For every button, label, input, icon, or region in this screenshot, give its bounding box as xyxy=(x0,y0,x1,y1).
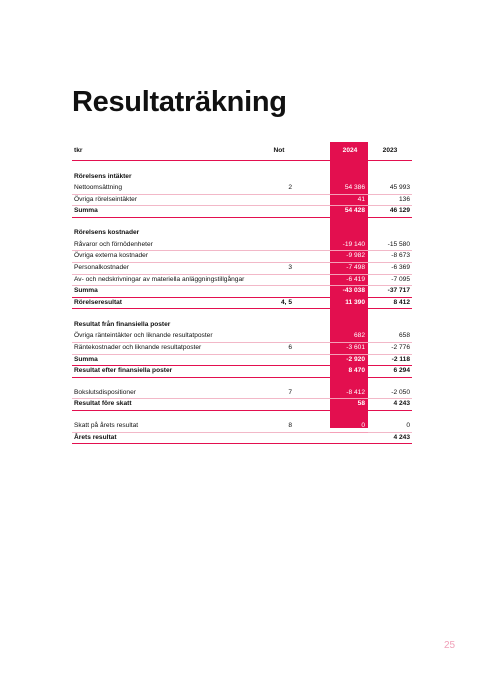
row-value-2024: -7 498 xyxy=(330,262,368,274)
table-row xyxy=(72,388,412,399)
row-note xyxy=(252,240,292,251)
row-value-2024: 54 428 xyxy=(330,206,368,218)
table-row xyxy=(72,421,412,432)
row-gap xyxy=(292,342,330,354)
spacer-cell xyxy=(330,161,368,172)
spacer-row xyxy=(72,309,412,320)
row-note: 3 xyxy=(252,262,292,274)
empty-cell xyxy=(368,171,412,183)
row-value-2024: 41 xyxy=(330,194,368,206)
row-value-2023: -37 717 xyxy=(368,286,412,298)
row-label: Summa xyxy=(72,354,252,366)
section-heading-row xyxy=(72,319,412,331)
row-value-2024: 11 390 xyxy=(330,297,368,309)
row-gap xyxy=(292,194,330,206)
section-heading-row xyxy=(72,228,412,240)
empty-cell xyxy=(368,319,412,331)
empty-cell xyxy=(368,228,412,240)
row-gap xyxy=(292,206,330,218)
row-note: 8 xyxy=(252,421,292,432)
row-value-2024: -2 920 xyxy=(330,354,368,366)
row-label: Övriga rörelseintäkter xyxy=(72,194,252,206)
row-note xyxy=(252,432,292,444)
row-value-2024: -3 601 xyxy=(330,342,368,354)
row-gap xyxy=(292,331,330,342)
total-row xyxy=(72,206,412,218)
row-note xyxy=(252,354,292,366)
page-title: Resultaträkning xyxy=(72,86,287,118)
spacer-cell xyxy=(368,161,412,172)
row-note xyxy=(252,194,292,206)
row-value-2024: 682 xyxy=(330,331,368,342)
total-row xyxy=(72,366,412,378)
row-gap xyxy=(292,354,330,366)
table-row xyxy=(72,183,412,194)
section-heading: Resultat från finansiella poster xyxy=(74,321,171,329)
header-year-2024: 2024 xyxy=(330,142,368,161)
spacer-cell xyxy=(252,377,292,388)
page-number: 25 xyxy=(444,640,456,651)
spacer-cell xyxy=(252,309,292,320)
total-row xyxy=(72,286,412,298)
row-value-2023: 136 xyxy=(368,194,412,206)
total-row xyxy=(72,297,412,309)
header-year-2023: 2023 xyxy=(368,142,412,161)
row-gap xyxy=(292,286,330,298)
spacer-cell xyxy=(252,410,292,421)
row-value-2024: 0 xyxy=(330,421,368,432)
empty-cell xyxy=(330,228,368,240)
header-gap xyxy=(292,142,330,161)
row-label: Resultat efter finansiella poster xyxy=(72,366,252,378)
row-gap xyxy=(292,399,330,411)
row-value-2024: -19 140 xyxy=(330,240,368,251)
row-value-2024: -6 419 xyxy=(330,274,368,286)
spacer-cell xyxy=(368,377,412,388)
spacer-cell xyxy=(252,161,292,172)
spacer-row xyxy=(72,410,412,421)
row-value-2023: 4 243 xyxy=(368,432,412,444)
spacer-cell xyxy=(330,410,368,421)
section-heading: Rörelsens kostnader xyxy=(74,229,140,237)
row-note xyxy=(252,366,292,378)
spacer-cell xyxy=(72,217,252,228)
row-label: Av- och nedskrivningar av materiella anläggningstillgångar xyxy=(72,274,252,286)
table-body xyxy=(72,161,412,444)
spacer-cell xyxy=(368,410,412,421)
empty-cell xyxy=(292,319,330,331)
spacer-cell xyxy=(330,217,368,228)
row-label: Summa xyxy=(72,286,252,298)
spacer-cell xyxy=(252,217,292,228)
row-label: Övriga ränteintäkter och liknande resultatposter xyxy=(72,331,252,342)
row-value-2023: 658 xyxy=(368,331,412,342)
row-label: Resultat före skatt xyxy=(72,399,252,411)
row-note: 2 xyxy=(252,183,292,194)
total-row xyxy=(72,399,412,411)
table-row xyxy=(72,262,412,274)
table-row xyxy=(72,331,412,342)
spacer-cell xyxy=(72,377,252,388)
row-gap xyxy=(292,262,330,274)
row-gap xyxy=(292,432,330,444)
row-note xyxy=(252,286,292,298)
empty-cell xyxy=(252,319,292,331)
row-value-2023: -2 776 xyxy=(368,342,412,354)
row-value-2024: -8 412 xyxy=(330,388,368,399)
row-gap xyxy=(292,251,330,263)
spacer-cell xyxy=(368,309,412,320)
section-heading-row xyxy=(72,171,412,183)
row-note xyxy=(252,251,292,263)
total-row xyxy=(72,354,412,366)
row-label: Personalkostnader xyxy=(72,262,252,274)
row-note: 7 xyxy=(252,388,292,399)
header-unit: tkr xyxy=(72,142,252,161)
row-value-2023: 46 129 xyxy=(368,206,412,218)
empty-cell xyxy=(252,171,292,183)
spacer-cell xyxy=(72,309,252,320)
row-value-2023: 8 412 xyxy=(368,297,412,309)
table-row xyxy=(72,342,412,354)
spacer-cell xyxy=(292,377,330,388)
row-label: Räntekostnader och liknande resultatposter xyxy=(72,342,252,354)
row-value-2023: -7 095 xyxy=(368,274,412,286)
table-row xyxy=(72,194,412,206)
row-gap xyxy=(292,421,330,432)
row-label: Årets resultat xyxy=(72,432,252,444)
row-label: Nettoomsättning xyxy=(72,183,252,194)
row-note xyxy=(252,206,292,218)
row-value-2023: -2 050 xyxy=(368,388,412,399)
spacer-cell xyxy=(72,410,252,421)
row-value-2023: -6 369 xyxy=(368,262,412,274)
row-gap xyxy=(292,388,330,399)
row-label: Övriga externa kostnader xyxy=(72,251,252,263)
row-value-2023: 4 243 xyxy=(368,399,412,411)
row-gap xyxy=(292,297,330,309)
row-value-2024: 54 386 xyxy=(330,183,368,194)
empty-cell xyxy=(330,319,368,331)
spacer-cell xyxy=(292,309,330,320)
row-value-2023: 0 xyxy=(368,421,412,432)
row-note: 6 xyxy=(252,342,292,354)
spacer-cell xyxy=(72,161,252,172)
header-not: Not xyxy=(252,142,292,161)
row-gap xyxy=(292,240,330,251)
empty-cell xyxy=(292,171,330,183)
income-statement-table xyxy=(72,142,412,444)
total-row xyxy=(72,432,412,444)
row-value-2023: -8 673 xyxy=(368,251,412,263)
row-label: Bokslutsdispositioner xyxy=(72,388,252,399)
row-value-2024: -9 982 xyxy=(330,251,368,263)
empty-cell xyxy=(292,228,330,240)
row-label: Summa xyxy=(72,206,252,218)
spacer-row xyxy=(72,217,412,228)
section-heading: Rörelsens intäkter xyxy=(74,172,132,180)
empty-cell xyxy=(330,171,368,183)
row-value-2024: 58 xyxy=(330,399,368,411)
row-gap xyxy=(292,183,330,194)
spacer-cell xyxy=(292,161,330,172)
row-value-2023: 45 993 xyxy=(368,183,412,194)
table-row xyxy=(72,274,412,286)
spacer-cell xyxy=(292,217,330,228)
spacer-cell xyxy=(330,309,368,320)
row-note xyxy=(252,274,292,286)
row-label: Rörelseresultat xyxy=(72,297,252,309)
row-value-2024: 8 470 xyxy=(330,366,368,378)
row-note: 4, 5 xyxy=(252,297,292,309)
row-value-2023: -2 118 xyxy=(368,354,412,366)
spacer-cell xyxy=(330,377,368,388)
row-note xyxy=(252,331,292,342)
spacer-row xyxy=(72,161,412,172)
row-value-2023: -15 580 xyxy=(368,240,412,251)
row-label: Skatt på årets resultat xyxy=(72,421,252,432)
table-header-row xyxy=(72,142,412,161)
spacer-cell xyxy=(292,410,330,421)
table-row xyxy=(72,240,412,251)
row-gap xyxy=(292,366,330,378)
row-value-2023: 6 294 xyxy=(368,366,412,378)
row-value-2024: -43 038 xyxy=(330,286,368,298)
row-label: Råvaror och förnödenheter xyxy=(72,240,252,251)
row-value-2024: 58 xyxy=(330,432,368,444)
table-row xyxy=(72,251,412,263)
spacer-row xyxy=(72,377,412,388)
empty-cell xyxy=(252,228,292,240)
row-gap xyxy=(292,274,330,286)
spacer-cell xyxy=(368,217,412,228)
row-note xyxy=(252,399,292,411)
